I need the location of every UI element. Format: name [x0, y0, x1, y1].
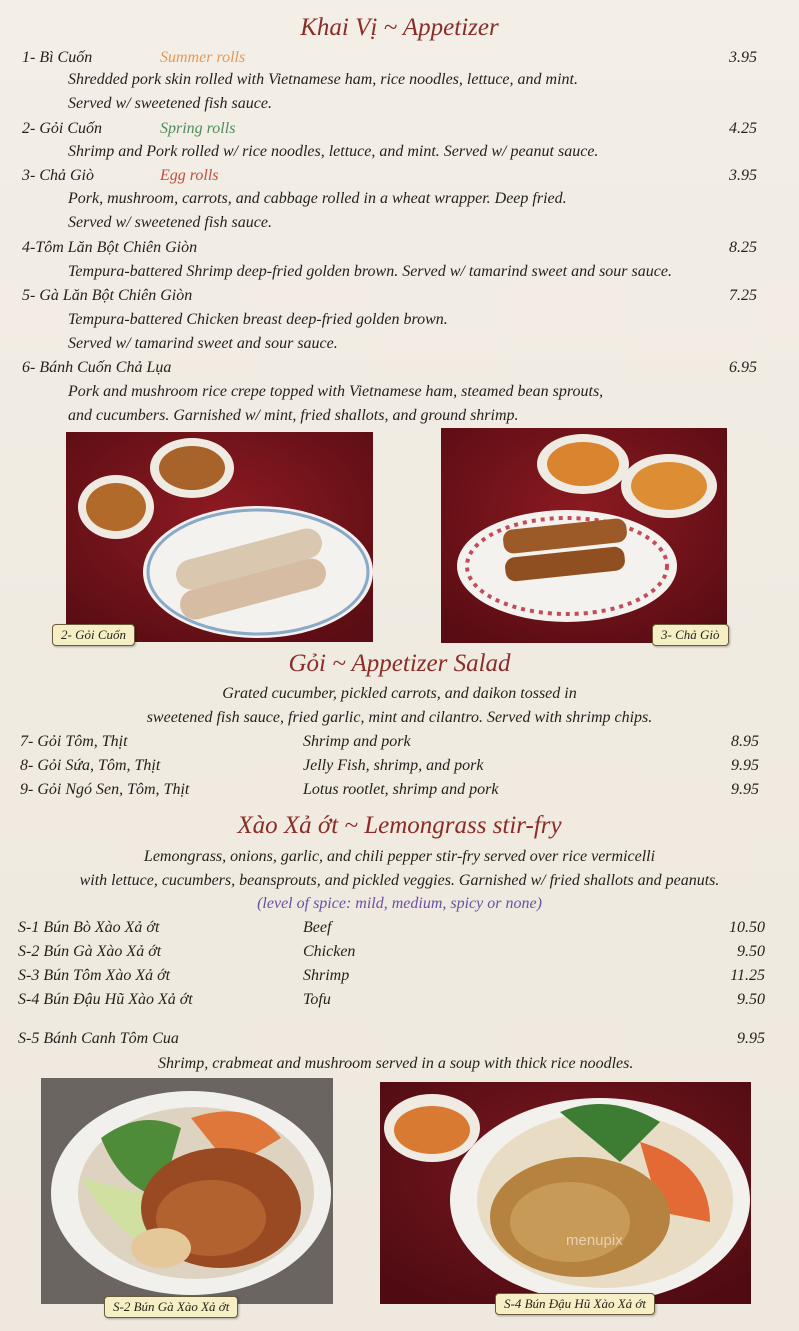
goi-cuon-photo [66, 432, 373, 642]
bun-dau-hu-photo [380, 1082, 751, 1304]
s5-desc: Shrimp, crabmeat and mushroom served in a soup with thick rice noodles. [158, 1055, 634, 1072]
item-6-name: 6- Bánh Cuốn Chả Lụa [22, 359, 172, 376]
item-2-name: 2- Gỏi Cuốn [22, 120, 102, 137]
item-1-desc-1: Shredded pork skin rolled with Vietnamese ham, rice noodles, lettuce, and mint. [68, 71, 578, 88]
salad-item-8-price: 9.95 [731, 757, 759, 774]
spice-level-note: (level of spice: mild, medium, spicy or none) [257, 895, 542, 912]
salad-title: Gỏi ~ Appetizer Salad [288, 650, 511, 677]
item-4-price: 8.25 [729, 239, 757, 256]
item-6-desc-2: and cucumbers. Garnished w/ mint, fried shallots, and ground shrimp. [68, 407, 519, 424]
cha-gio-photo [441, 428, 727, 643]
cha-gio-photo-art [441, 428, 727, 643]
stirfry-s2-name: S-2 Bún Gà Xào Xả ớt [18, 943, 162, 960]
item-1-desc-2: Served w/ sweetened fish sauce. [68, 95, 272, 112]
bun-ga-photo [41, 1078, 333, 1304]
item-2-price: 4.25 [729, 120, 757, 137]
stirfry-s1-name: S-1 Bún Bò Xào Xả ớt [18, 919, 160, 936]
item-2-desc-1: Shrimp and Pork rolled w/ rice noodles, lettuce, and mint. Served w/ peanut sauce. [68, 143, 599, 160]
s5-price: 9.95 [737, 1030, 765, 1047]
salad-desc-2: sweetened fish sauce, fried garlic, mint and cilantro. Served with shrimp chips. [146, 709, 653, 726]
watermark: menupix [566, 1232, 623, 1249]
item-5-desc-2: Served w/ tamarind sweet and sour sauce. [68, 335, 338, 352]
stirfry-s4-price: 9.50 [737, 991, 765, 1008]
item-4-desc-1: Tempura-battered Shrimp deep-fried golden brown. Served w/ tamarind sweet and sour sauce. [68, 263, 672, 280]
bun-ga-photo-art [41, 1078, 333, 1304]
salad-item-9-ingredients: Lotus rootlet, shrimp and pork [303, 781, 499, 798]
item-1-english: Summer rolls [160, 49, 246, 66]
item-5-price: 7.25 [729, 287, 757, 304]
salad-item-9-name: 9- Gỏi Ngó Sen, Tôm, Thịt [20, 781, 190, 798]
item-3-desc-2: Served w/ sweetened fish sauce. [68, 214, 272, 231]
item-4-name: 4-Tôm Lăn Bột Chiên Giòn [22, 239, 198, 256]
bun-dau-hu-photo-art [380, 1082, 751, 1304]
salad-item-8-name: 8- Gỏi Sứa, Tôm, Thịt [20, 757, 161, 774]
stirfry-s4-protein: Tofu [303, 991, 331, 1008]
stirfry-s3-name: S-3 Bún Tôm Xào Xả ớt [18, 967, 171, 984]
stirfry-s4-name: S-4 Bún Đậu Hũ Xào Xả ớt [18, 991, 193, 1008]
s5-name: S-5 Bánh Canh Tôm Cua [18, 1030, 179, 1047]
item-3-english: Egg rolls [160, 167, 219, 184]
item-2-english: Spring rolls [160, 120, 236, 137]
stirfry-desc-2: with lettuce, cucumbers, beansprouts, and pickled veggies. Garnished w/ fried shallots and peanuts. [79, 872, 720, 889]
salad-item-7-name: 7- Gỏi Tôm, Thịt [20, 733, 128, 750]
item-1-price: 3.95 [729, 49, 757, 66]
stirfry-s3-protein: Shrimp [303, 967, 350, 984]
item-3-price: 3.95 [729, 167, 757, 184]
stirfry-s2-protein: Chicken [303, 943, 356, 960]
salad-item-7-ingredients: Shrimp and pork [303, 733, 411, 750]
stirfry-s3-price: 11.25 [730, 967, 765, 984]
cha-gio-caption: 3- Chả Giò [652, 624, 729, 646]
salad-item-8-ingredients: Jelly Fish, shrimp, and pork [303, 757, 484, 774]
item-6-price: 6.95 [729, 359, 757, 376]
goi-cuon-caption: 2- Gỏi Cuốn [52, 624, 135, 646]
item-5-desc-1: Tempura-battered Chicken breast deep-fried golden brown. [68, 311, 448, 328]
salad-desc-1: Grated cucumber, pickled carrots, and daikon tossed in [222, 685, 577, 702]
appetizer-title: Khai Vị ~ Appetizer [300, 14, 499, 41]
stirfry-s1-price: 10.50 [729, 919, 765, 936]
bun-dau-hu-caption: S-4 Bún Đậu Hũ Xào Xả ớt [495, 1293, 655, 1315]
stirfry-s1-protein: Beef [303, 919, 332, 936]
stirfry-s2-price: 9.50 [737, 943, 765, 960]
salad-item-7-price: 8.95 [731, 733, 759, 750]
stirfry-desc-1: Lemongrass, onions, garlic, and chili pepper stir-fry served over rice vermicelli [143, 848, 656, 865]
item-3-name: 3- Chả Giò [22, 167, 94, 184]
item-1-name: 1- Bì Cuốn [22, 49, 93, 66]
stirfry-title: Xào Xả ớt ~ Lemongrass stir-fry [237, 812, 562, 839]
item-6-desc-1: Pork and mushroom rice crepe topped with Vietnamese ham, steamed bean sprouts, [68, 383, 604, 400]
salad-item-9-price: 9.95 [731, 781, 759, 798]
goi-cuon-photo-art [66, 432, 373, 642]
bun-ga-caption: S-2 Bún Gà Xào Xả ớt [104, 1296, 238, 1318]
item-5-name: 5- Gà Lăn Bột Chiên Giòn [22, 287, 193, 304]
item-3-desc-1: Pork, mushroom, carrots, and cabbage rolled in a wheat wrapper. Deep fried. [68, 190, 567, 207]
